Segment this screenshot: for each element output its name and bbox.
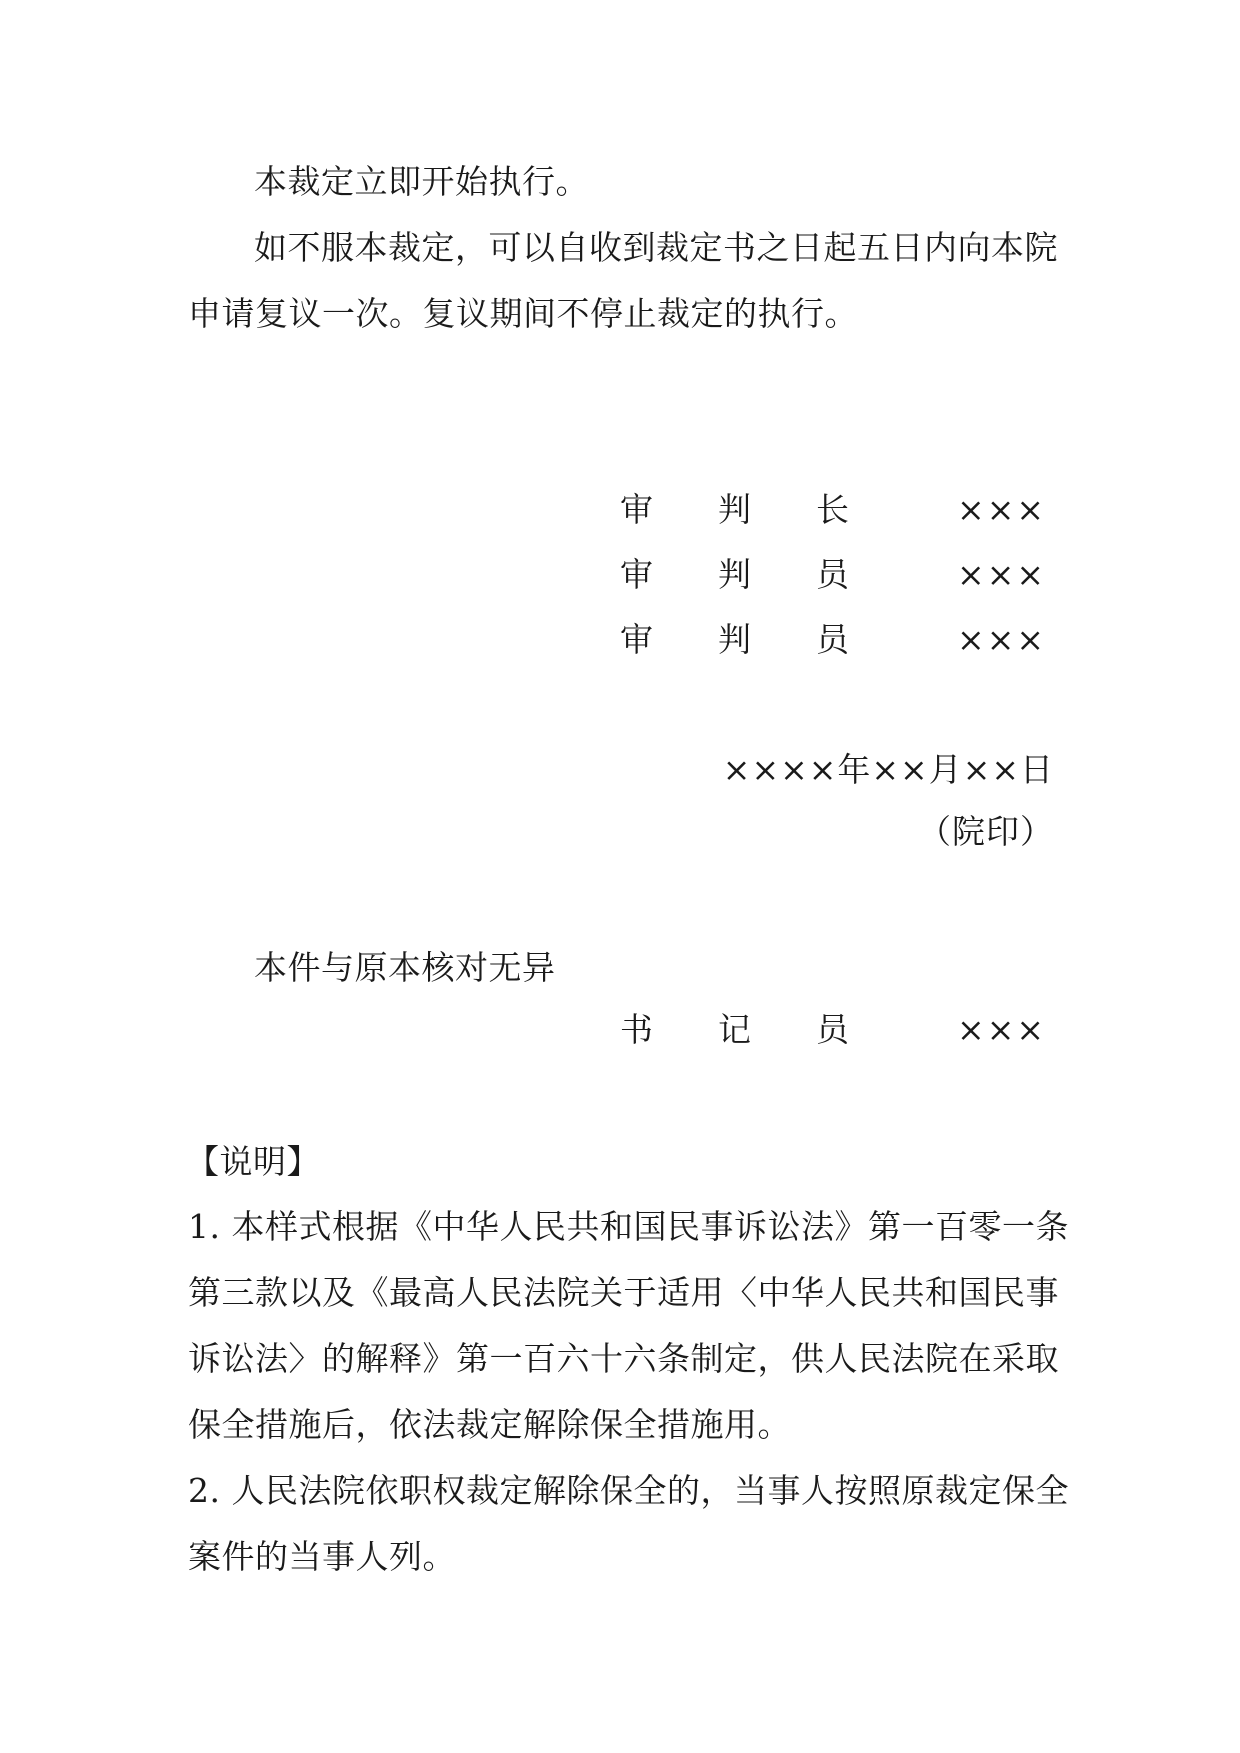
signature-name: ××× xyxy=(957,555,1046,594)
signature-title-char: 审 xyxy=(620,555,653,594)
signature-row-clerk xyxy=(620,1010,1060,1050)
notes-line: 1. 本样式根据《中华人民共和国民事诉讼法》第一百零一条 xyxy=(188,1207,1069,1246)
notes-line: 保全措施后，依法裁定解除保全措施用。 xyxy=(188,1405,791,1444)
signature-title-char: 记 xyxy=(718,1010,751,1049)
signature-row-judge-2 xyxy=(620,620,1060,660)
notes-line: 案件的当事人列。 xyxy=(188,1537,456,1576)
signature-title-char: 判 xyxy=(718,490,751,529)
notes-line: 第三款以及《最高人民法院关于适用〈中华人民共和国民事 xyxy=(188,1273,1059,1312)
notes-line: 诉讼法〉的解释》第一百六十六条制定，供人民法院在采取 xyxy=(188,1339,1059,1378)
signature-title-char: 长 xyxy=(816,490,849,529)
signature-name: ××× xyxy=(957,1010,1046,1049)
notes-line: 2. 人民法院依职权裁定解除保全的，当事人按照原裁定保全 xyxy=(188,1471,1069,1510)
signature-title-char: 员 xyxy=(816,1010,849,1049)
signature-title-char: 员 xyxy=(816,555,849,594)
verification-statement: 本件与原本核对无异 xyxy=(254,948,556,987)
court-seal-label: （院印） xyxy=(918,812,1054,851)
signature-title-char: 审 xyxy=(620,620,653,659)
signature-name: ××× xyxy=(957,620,1046,659)
signature-title-char: 员 xyxy=(816,620,849,659)
appeal-paragraph-line-2: 申请复议一次。复议期间不停止裁定的执行。 xyxy=(188,294,858,333)
signature-title-char: 判 xyxy=(718,555,751,594)
appeal-paragraph-line-1: 如不服本裁定，可以自收到裁定书之日起五日内向本院 xyxy=(254,228,1058,267)
signature-row-presiding-judge xyxy=(620,490,1060,530)
signature-title-char: 书 xyxy=(620,1010,653,1049)
ruling-date: ××××年××月××日 xyxy=(722,750,1054,789)
signature-title-char: 审 xyxy=(620,490,653,529)
signature-name: ××× xyxy=(957,490,1046,529)
signature-title-char: 判 xyxy=(718,620,751,659)
signature-row-judge-1 xyxy=(620,555,1060,595)
effect-statement: 本裁定立即开始执行。 xyxy=(254,162,589,201)
notes-heading: 【说明】 xyxy=(186,1142,320,1181)
